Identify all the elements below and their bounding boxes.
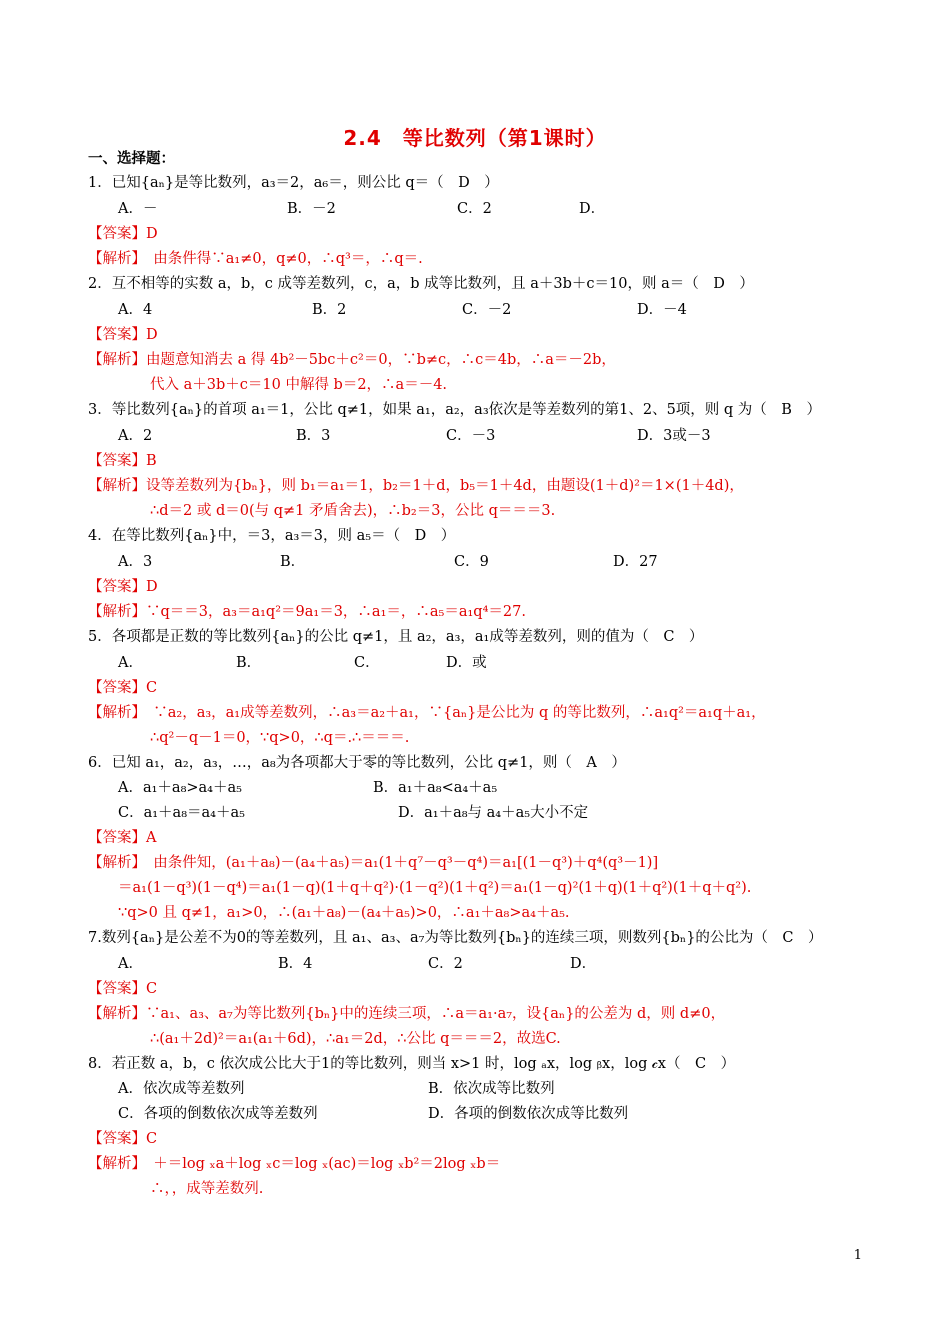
- answer-line: 【答案】D: [88, 579, 158, 595]
- section-heading: 一、选择题：: [88, 151, 175, 167]
- question-stem: 1．已知{aₙ}是等比数列，a₃＝2，a₆＝，则公比 q＝（ D ）: [88, 175, 499, 191]
- analysis-line: 【解析】 由条件得∵a₁≠0，q≠0，∴q³＝，∴q＝.: [88, 251, 423, 267]
- question-stem: 8．若正数 a，b，c 依次成公比大于1的等比数列，则当 x>1 时，log ₐx，log ᵦx，log 𝒸x（ C ）: [88, 1056, 736, 1072]
- analysis-line: 【解析】∵a₁、a₃、a₇为等比数列{bₙ}中的连续三项，∴a＝a₁·a₇，设{aₙ}的公差为 d，则 d≠0，: [88, 1006, 726, 1022]
- question-stem: 4．在等比数列{aₙ}中，＝3，a₃＝3，则 a₅＝（ D ）: [88, 528, 456, 544]
- option-a: A．2: [118, 428, 153, 444]
- option-b: B．－2: [287, 201, 336, 217]
- analysis-line: 【解析】设等差数列为{bₙ}，则 b₁＝a₁＝1，b₂＝1＋d，b₅＝1＋4d，由题设(1＋d)²＝1×(1＋4d)，: [88, 478, 744, 494]
- answer-line: 【答案】A: [88, 830, 157, 846]
- option-a: A．: [118, 956, 143, 972]
- question-stem: 3．等比数列{aₙ}的首项 a₁＝1，公比 q≠1，如果 a₁，a₂，a₃依次是等差数列的第1、2、5项，则 q 为（ B ）: [88, 402, 821, 418]
- option-a: A．依次成等差数列: [118, 1081, 245, 1097]
- option-b: B．a₁＋a₈<a₄＋a₅: [373, 780, 498, 796]
- option-c: C．各项的倒数依次成等差数列: [118, 1106, 318, 1122]
- option-b: B．: [280, 554, 306, 570]
- option-d: D．a₁＋a₈与 a₄＋a₅大小不定: [398, 805, 589, 821]
- option-c: C．9: [454, 554, 489, 570]
- option-d: D．或: [446, 655, 487, 671]
- analysis-line: 【解析】 由条件知，(a₁＋a₈)－(a₄＋a₅)＝a₁(1＋q⁷－q³－q⁴)＝a₁[(1－q³)＋q⁴(q³－1)]: [88, 855, 659, 871]
- option-c: C．－2: [462, 302, 512, 318]
- option-b: B．2: [312, 302, 347, 318]
- question-stem: 6．已知 a₁，a₂，a₃，…，a₈为各项都大于零的等比数列，公比 q≠1，则（ A ）: [88, 755, 626, 771]
- option-c: C．: [354, 655, 380, 671]
- option-a: A．－: [118, 201, 158, 217]
- question-stem: 5．各项都是正数的等比数列{aₙ}的公比 q≠1，且 a₂，a₃，a₁成等差数列，则的值为（ C ）: [88, 629, 704, 645]
- option-a: A．a₁＋a₈>a₄＋a₅: [118, 780, 242, 796]
- option-c: C．2: [428, 956, 463, 972]
- answer-line: 【答案】C: [88, 1131, 158, 1147]
- analysis-line: 代入 a＋3b＋c＝10 中解得 b＝2，∴a＝－4.: [150, 377, 448, 393]
- analysis-line: ∴，，成等差数列.: [150, 1181, 264, 1197]
- analysis-line: ∴(a₁＋2d)²＝a₁(a₁＋6d)，∴a₁＝2d，∴公比 q＝＝＝2，故选C.: [150, 1031, 561, 1047]
- option-d: D．3或－3: [637, 428, 711, 444]
- option-d: D．各项的倒数依次成等比数列: [428, 1106, 629, 1122]
- option-b: B．4: [278, 956, 313, 972]
- option-b: B．3: [296, 428, 331, 444]
- question-stem: 2．互不相等的实数 a，b，c 成等差数列，c，a，b 成等比数列，且 a＋3b＋c＝10，则 a＝（ D ）: [88, 276, 754, 292]
- analysis-line: 【解析】∵q＝＝3，a₃＝a₁q²＝9a₁＝3，∴a₁＝，∴a₅＝a₁q⁴＝27.: [88, 604, 526, 620]
- option-d: D．27: [613, 554, 658, 570]
- option-d: D．－4: [637, 302, 687, 318]
- answer-line: 【答案】B: [88, 453, 157, 469]
- analysis-line: ∴q²－q－1＝0，∵q>0，∴q＝.∴＝＝＝.: [150, 730, 410, 746]
- option-d: D．: [579, 201, 606, 217]
- page-number: 1: [853, 1248, 862, 1263]
- option-c: C．a₁＋a₈＝a₄＋a₅: [118, 805, 245, 821]
- option-d: D．: [570, 956, 597, 972]
- option-a: A．4: [118, 302, 153, 318]
- option-a: A．: [118, 655, 143, 671]
- analysis-line: 【解析】由题意知消去 a 得 4b²－5bc＋c²＝0，∵b≠c，∴c＝4b，∴a＝－2b，: [88, 352, 616, 368]
- question-stem: 7.数列{aₙ}是公差不为0的等差数列，且 a₁、a₃、a₇为等比数列{bₙ}的连续三项，则数列{bₙ}的公比为（ C ）: [88, 930, 823, 946]
- option-a: A．3: [118, 554, 153, 570]
- analysis-line: ＝a₁(1－q³)(1－q⁴)＝a₁(1－q)(1＋q＋q²)·(1－q²)(1＋q²)＝a₁(1－q)²(1＋q)(1＋q²)(1＋q＋q²).: [118, 880, 752, 896]
- page-title: 2.4 等比数列（第1课时）: [343, 126, 607, 150]
- analysis-line: 【解析】 ∵a₂，a₃，a₁成等差数列，∴a₃＝a₂＋a₁，∵{aₙ}是公比为 q 的等比数列，∴a₁q²＝a₁q＋a₁，: [88, 705, 766, 721]
- answer-line: 【答案】D: [88, 327, 158, 343]
- analysis-line: ∴d＝2 或 d＝0(与 q≠1 矛盾舍去)，∴b₂＝3，公比 q＝＝＝3.: [150, 503, 556, 519]
- option-b: B．: [236, 655, 262, 671]
- answer-line: 【答案】D: [88, 226, 158, 242]
- option-b: B．依次成等比数列: [428, 1081, 555, 1097]
- option-c: C．2: [457, 201, 492, 217]
- answer-line: 【答案】C: [88, 981, 158, 997]
- option-c: C．－3: [446, 428, 496, 444]
- analysis-line: ∵q>0 且 q≠1，a₁>0，∴(a₁＋a₈)－(a₄＋a₅)>0，∴a₁＋a₈>a₄＋a₅.: [118, 905, 570, 921]
- answer-line: 【答案】C: [88, 680, 158, 696]
- analysis-line: 【解析】 ＋＝log ₓa＋log ₓc＝log ₓ(ac)＝log ₓb²＝2log ₓb＝: [88, 1156, 501, 1172]
